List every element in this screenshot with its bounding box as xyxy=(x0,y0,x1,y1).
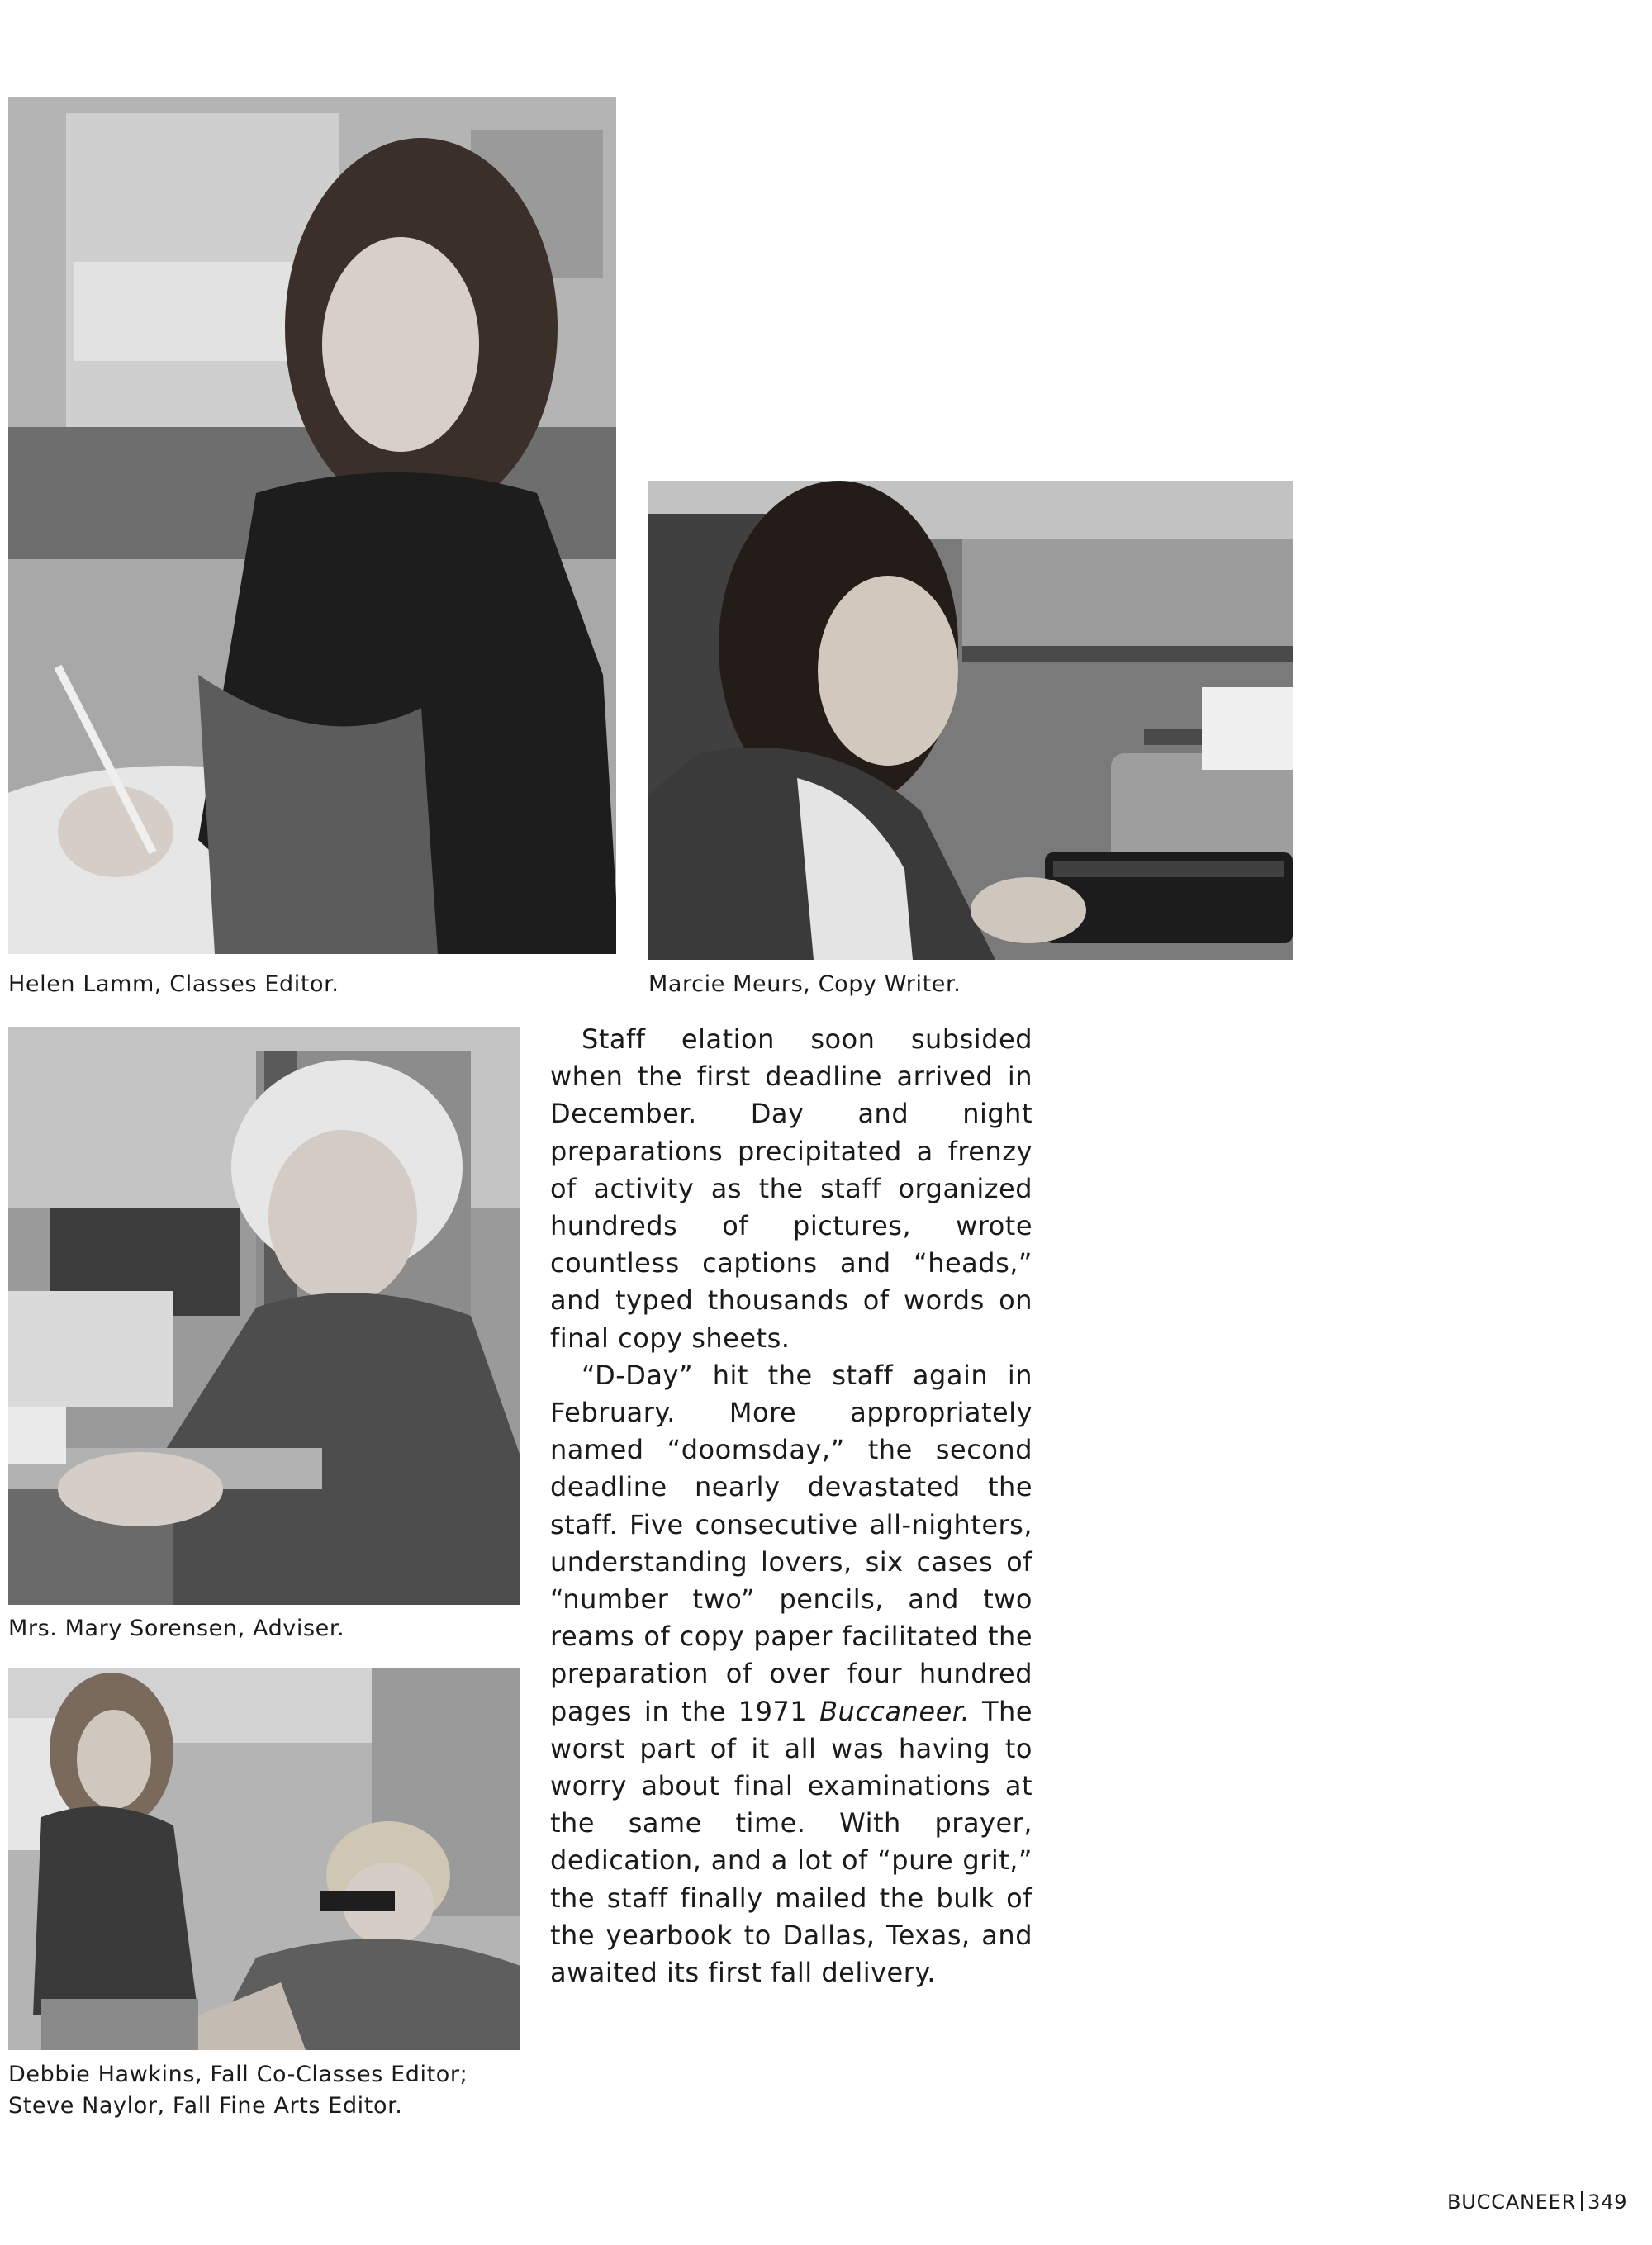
article-paragraph-2-text: “D-Day” hit the staff again in February. More appropriately named “doomsday,” the second deadline nearly devastated the staff. Five consecutive all-nighters, understanding lovers, six cases of “number two” pencils, and two reams of copy paper facilitated the preparation of over four hundred pages in the 1971 xyxy=(550,1359,1032,1727)
debbie-steve-photo xyxy=(8,1668,520,2050)
helen-lamm-photo xyxy=(8,97,616,954)
article-paragraph-2 xyxy=(550,1357,1032,1991)
marcie-meurs-caption: Marcie Meurs, Copy Writer. xyxy=(648,971,961,997)
article-body xyxy=(550,1021,1032,1991)
helen-lamm-caption: Helen Lamm, Classes Editor. xyxy=(8,971,339,997)
debbie-steve-caption: Debbie Hawkins, Fall Co-Classes Editor; Steve Naylor, Fall Fine Arts Editor. xyxy=(8,2062,468,2119)
mary-sorensen-photo xyxy=(8,1027,520,1605)
marcie-meurs-photo xyxy=(648,481,1293,960)
article-yearbook-title: Buccaneer. xyxy=(819,1695,971,1727)
page-number: 349 xyxy=(1588,2190,1628,2214)
page-folio xyxy=(1447,2190,1627,2214)
folio-divider xyxy=(1581,2191,1583,2211)
publication-name: BUCCANEER xyxy=(1447,2190,1577,2214)
mary-sorensen-caption: Mrs. Mary Sorensen, Adviser. xyxy=(8,1616,345,1641)
article-paragraph-2-rest: The worst part of it all was having to worry about final examinations at the same time. With prayer, dedication, and a lot of “pure grit,” the staff finally mailed the bulk of the yearbook to Dallas, Texas, and awaited its first fall delivery. xyxy=(550,1695,1033,1989)
article-paragraph-1: Staff elation soon subsided when the first deadline arrived in December. Day and night preparations precipitated a frenzy of activity as the staff organized hundreds of pictures, wrote countless captions and “heads,” and typed thousands of words on final copy sheets. xyxy=(550,1023,1032,1354)
